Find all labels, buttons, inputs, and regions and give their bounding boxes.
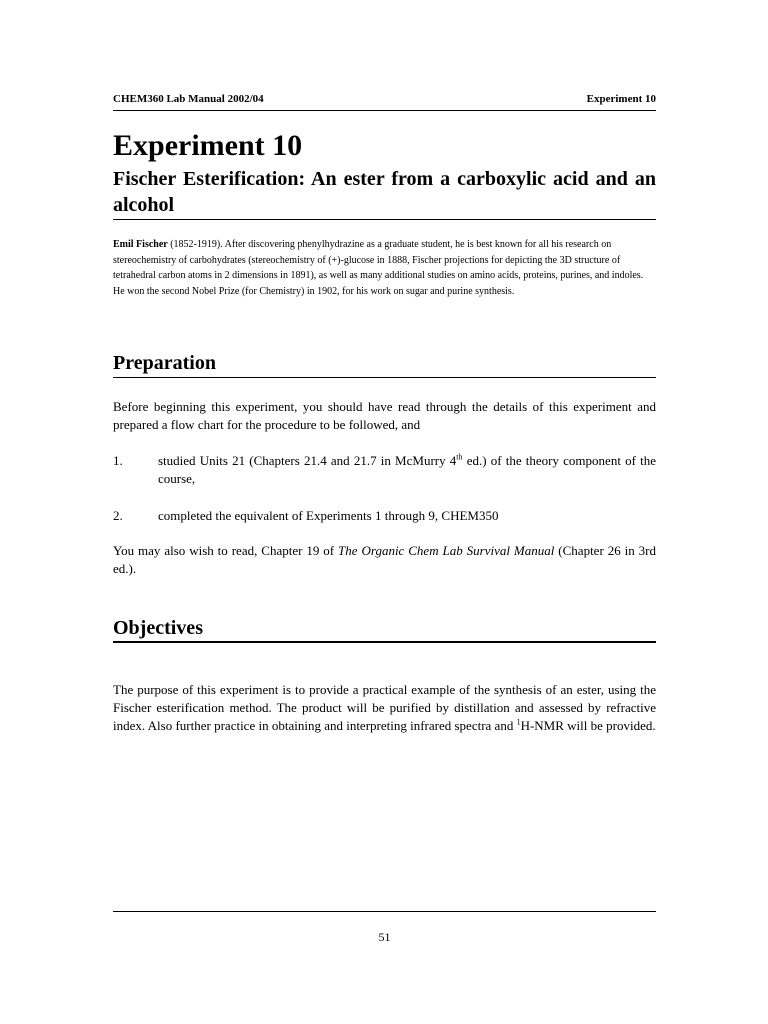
list-item-text <box>158 452 656 488</box>
bio-text: (1852-1919). After discovering phenylhydrazine as a graduate student, he is best known for all his research on stereochemistry of carbohydrates (stereochemistry of (+)-glucose in 1888, Fischer projections for depicting the 3D structure of tetrahedral carbon atoms in 2 dimensions in 1891), as well as many additional studies on amino acids, proteins, purines, and indoles. He won the second Nobel Prize (for Chemistry) in 1902, for his work on sugar and purine synthesis. <box>113 239 644 297</box>
list-item-text-after: ed.) of the theory component of the course, <box>158 453 656 486</box>
list-item-number: 2. <box>113 508 123 523</box>
list-item-text: completed the equivalent of Experiments 1 through 9, CHEM350 <box>158 508 499 523</box>
suggested-reading-before: You may also wish to read, Chapter 19 of <box>113 543 339 558</box>
page-number: 51 <box>378 930 391 944</box>
experiment-subtitle: Fischer Esterification: An ester from a carboxylic acid and an alcohol <box>113 168 656 216</box>
header-manual-title: CHEM360 Lab Manual 2002/04 <box>113 93 264 105</box>
suggested-reading-after: (Chapter 26 in 3rd ed.). <box>113 543 657 576</box>
book-title: The Organic Chem Lab Survival Manual <box>338 543 555 558</box>
ordinal-superscript: th <box>456 452 463 462</box>
list-item-text-before: studied Units 21 (Chapters 21.4 and 21.7 in McMurry 4 <box>158 453 457 468</box>
experiment-title: Experiment 10 <box>113 129 303 162</box>
objectives-text-before: The purpose of this experiment is to provide a practical example of the synthesis of an ester, using the Fischer esterification method. The product will be purified by distillation and assessed by refractive index. Also further practice in obtaining and interpreting infrared spectra and <box>113 682 656 733</box>
footer-rule <box>113 911 656 912</box>
header-rule <box>113 110 656 111</box>
preparation-heading: Preparation <box>113 352 216 374</box>
isotope-superscript: 1 <box>516 717 521 727</box>
header-experiment-label: Experiment 10 <box>586 93 656 105</box>
objectives-rule <box>113 641 656 643</box>
objectives-heading: Objectives <box>113 617 203 639</box>
preparation-rule <box>113 377 656 378</box>
bio-name: Emil Fischer <box>113 239 168 250</box>
list-item-number: 1. <box>113 453 123 468</box>
objectives-text-after: H-NMR will be provided. <box>520 718 656 733</box>
bio-paragraph <box>113 237 656 299</box>
title-rule <box>113 219 656 220</box>
running-header <box>113 93 656 109</box>
objectives-paragraph <box>113 681 656 735</box>
suggested-reading <box>113 542 656 578</box>
preparation-intro: Before beginning this experiment, you should have read through the details of this experiment and prepared a flow chart for the procedure to be followed, and <box>113 399 656 432</box>
